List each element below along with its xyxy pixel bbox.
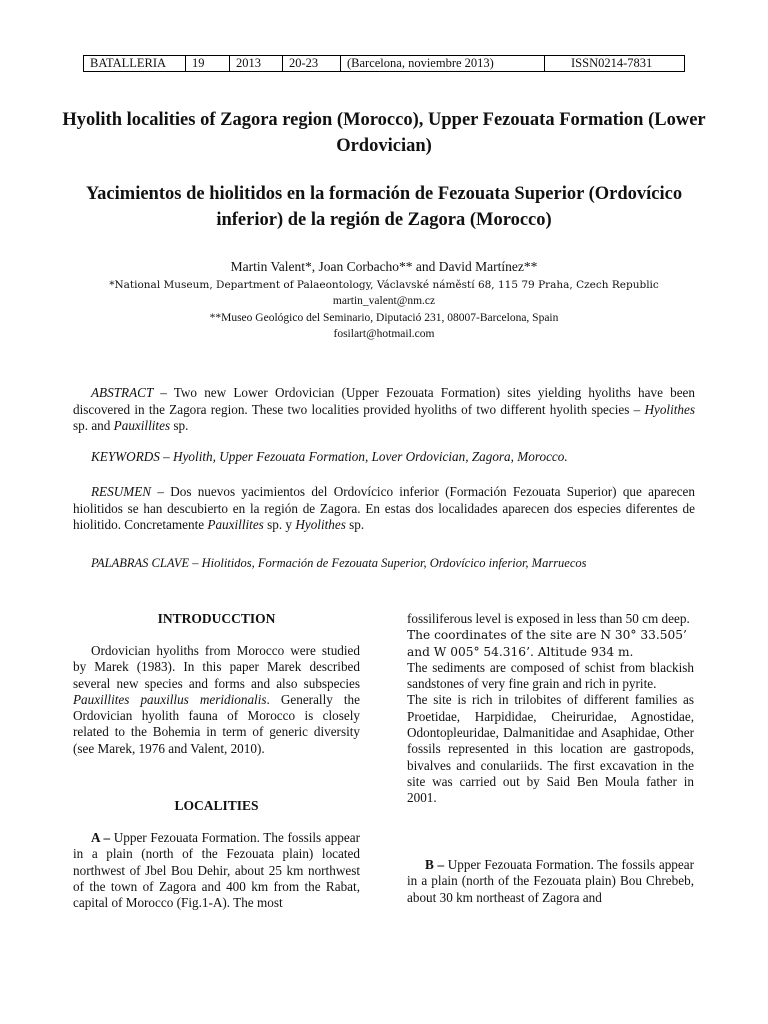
right-paragraph-2: The sediments are composed of schist from blackish sandstones of very fine grain and rich in pyrite.	[407, 659, 694, 692]
locality-a-text: Upper Fezouata Formation. The fossils appear in a plain (north of the Fezouata plain) located northwest of Jbel Bou Dehir, about 25 km northwest of the town of Zagora and 400 km from the Rabat, capital of Morocco (Fig.1-A). The most	[73, 830, 360, 911]
abstract-text: sp.	[170, 418, 189, 433]
abstract-text: Two new Lower Ordovician (Upper Fezouata Formation) sites yielding hyoliths have been discovered in the Zagora region. These two localities provided hyoliths of two different hyolith species –	[73, 385, 695, 417]
intro-paragraph	[73, 643, 360, 757]
resumen	[73, 484, 695, 534]
title-english: Hyolith localities of Zagora region (Morocco), Upper Fezouata Formation (Lower Ordovician)	[62, 110, 706, 156]
intro-heading: INTRODUCCTION	[157, 611, 276, 626]
resumen-genus: Pauxillites	[207, 517, 264, 532]
right-paragraph-3: The site is rich in trilobites of different families as Proetidae, Harpididae, Cheiruridae, Agnostidae, Odontopleuridae, Dalmanitidae and Asaphidae, Other fossils represented in this location are gastropods, bivalves and conulariids. The first excavation in the site was carried out by Said Ben Moula father in 2001.	[407, 692, 694, 806]
localities-heading-wrap	[73, 798, 360, 814]
journal-issn: ISSN0214-7831	[571, 56, 653, 70]
affiliation-1-email: martin_valent@nm.cz	[332, 295, 436, 307]
right-column	[407, 611, 694, 807]
journal-year: 2013	[230, 56, 283, 71]
abstract-genus: Pauxillites	[113, 418, 171, 433]
abstract-label: ABSTRACT –	[91, 385, 167, 400]
affiliation-2: **Museo Geológico del Seminario, Diputació 231, 08007-Barcelona, Spain	[209, 312, 559, 324]
abstract	[73, 385, 695, 435]
affiliation-2-email: fosilart@hotmail.com	[333, 328, 435, 340]
locality-b-paragraph	[407, 857, 694, 906]
intro-heading-wrap	[73, 611, 360, 627]
palabras-clave: PALABRAS CLAVE – Hiolitidos, Formación de Fezouata Superior, Ordovícico inferior, Marruecos	[91, 556, 587, 570]
locality-b-text: Upper Fezouata Formation. The fossils appear in a plain (north of the Fezouata plain) Bou Chrebeb, about 30 km northeast of Zagora and	[407, 857, 694, 905]
resumen-text: sp.	[345, 517, 365, 532]
site-coordinates: The coordinates of the site are N 30° 33.505’ and W 005° 54.316’. Altitude 934 m.	[407, 628, 687, 659]
intro-text: Ordovician hyoliths from Morocco were studied by Marek (1983). In this paper Marek described several new species and forms and also subspecies	[73, 643, 360, 691]
title-spanish: Yacimientos de hiolitidos en la formación de Fezouata Superior (Ordovícico inferior) de la región de Zagora (Morocco)	[85, 184, 683, 230]
resumen-text: sp. y	[263, 517, 296, 532]
journal-header-table	[83, 55, 685, 72]
localities-heading: LOCALITIES	[174, 798, 259, 813]
resumen-label: RESUMEN –	[91, 484, 164, 499]
locality-a-paragraph	[73, 830, 360, 911]
journal-volume: 19	[186, 56, 230, 71]
abstract-text: sp. and	[73, 418, 114, 433]
intro-taxon: Pauxillites pauxillus meridionalis	[73, 691, 267, 707]
resumen-text: Dos nuevos yacimientos del Ordovícico inferior (Formación Fezouata Superior) que aparecen hiolitidos se han descubierto en la región de Zagora. En estas dos localidades aparecen dos especies diferentes de hiolitido. Concretamente	[73, 484, 695, 532]
keywords: KEYWORDS – Hyolith, Upper Fezouata Formation, Lover Ordovician, Zagora, Morocco.	[91, 449, 568, 464]
right-paragraph-1: fossiliferous level is exposed in less than 50 cm deep.	[407, 611, 690, 626]
journal-pages: 20-23	[283, 56, 341, 71]
locality-b-label: B –	[425, 857, 445, 872]
affiliation-1: *National Museum, Department of Palaeontology, Václavské náměstí 68, 115 79 Praha, Czech Republic	[109, 279, 659, 291]
author-list: Martin Valent*, Joan Corbacho** and David Martínez**	[230, 259, 538, 274]
journal-place-date: (Barcelona, noviembre 2013)	[341, 56, 545, 71]
resumen-genus: Hyolithes	[295, 517, 346, 532]
abstract-genus: Hyolithes	[644, 401, 695, 417]
locality-a-label: A –	[91, 830, 111, 845]
journal-name: BATALLERIA	[84, 56, 186, 71]
intro-text: . Generally the Ordovician hyolith fauna of Morocco is closely related to the Bohemia in term of generic diversity (see Marek, 1976 and Valent, 2010).	[73, 691, 360, 756]
